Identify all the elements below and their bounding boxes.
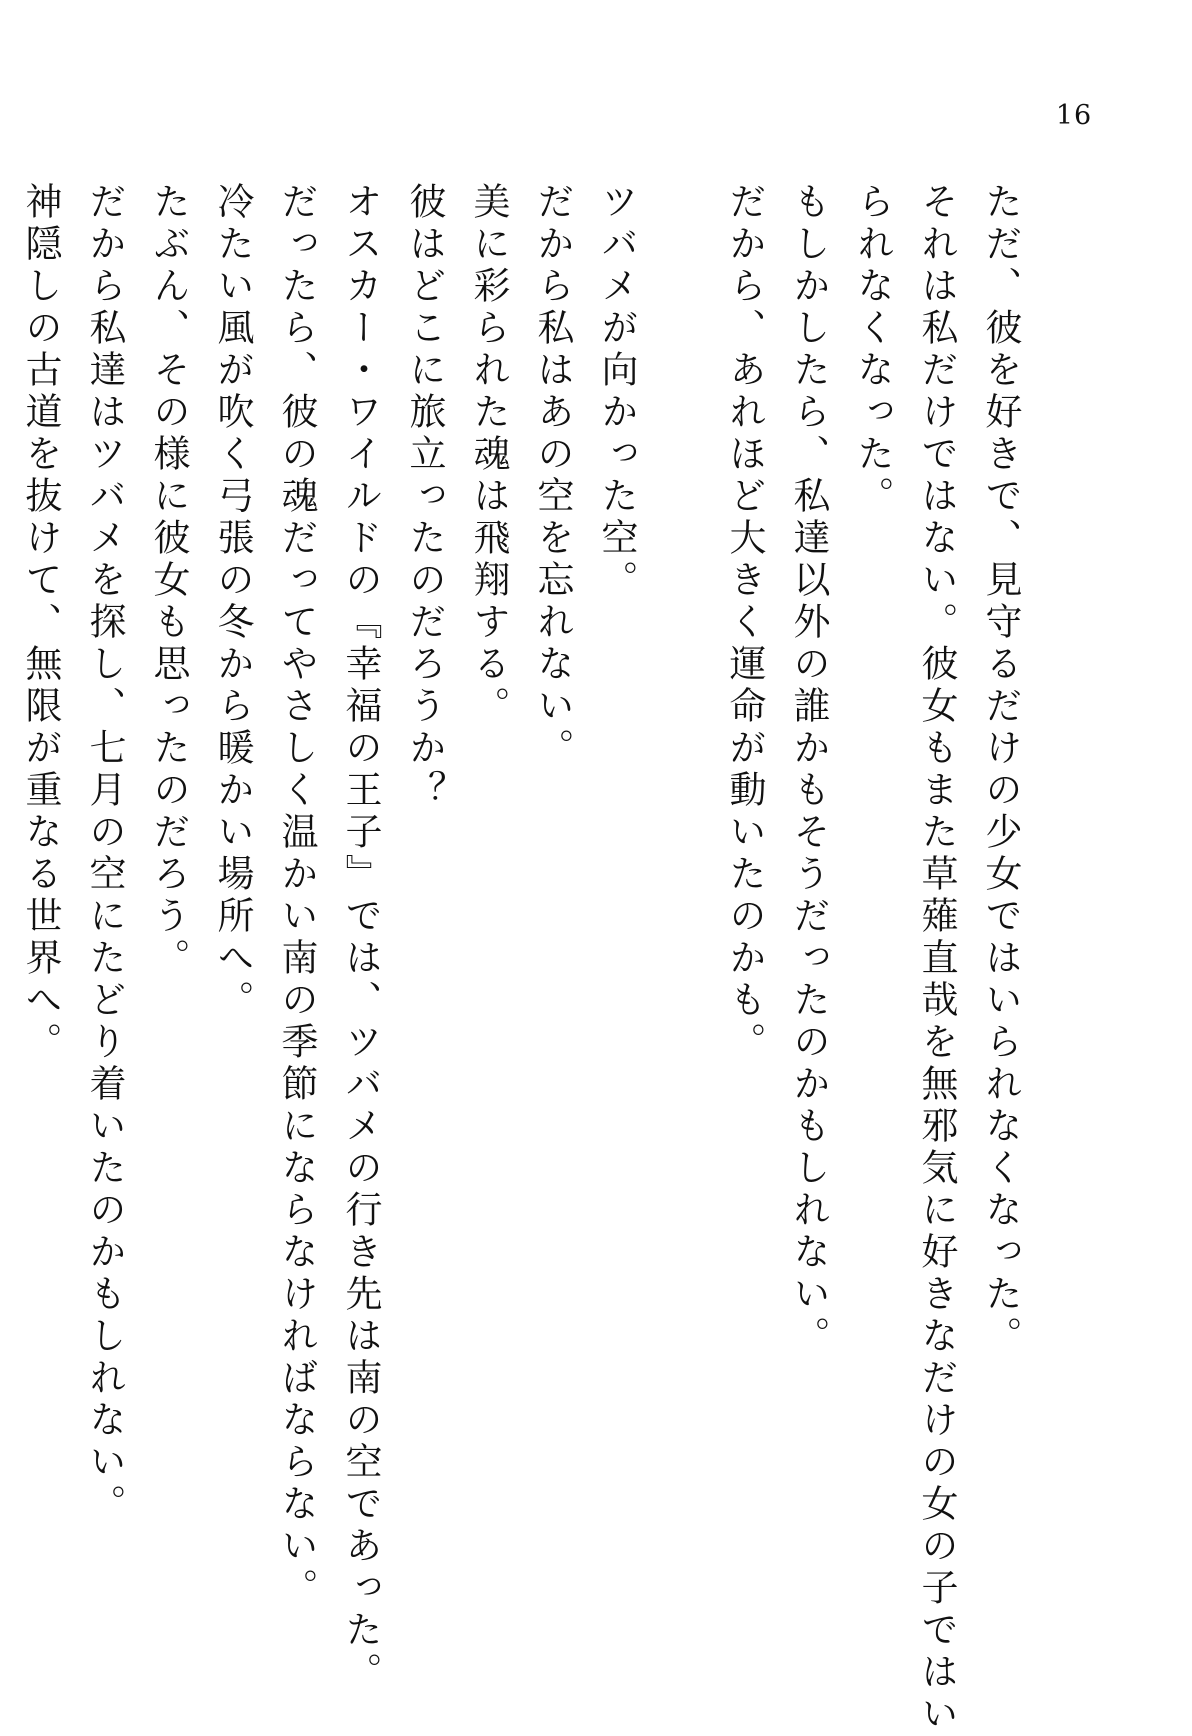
text-line: もしかしたら、私達以外の誰かもそうだったのかもしれない。 (787, 182, 830, 1358)
text-line: だから、あれほど大きく運命が動いたのかも。 (723, 182, 766, 1064)
body-text (19, 182, 1032, 1736)
text-line: だから私はあの空を忘れない。 (531, 182, 574, 770)
text-line: 神隠しの古道を抜けて、無限が重なる世界へ。 (19, 182, 62, 1064)
paragraph-break (648, 182, 712, 1612)
text-line: 冷たい風が吹く弓張の冬から暖かい場所へ。 (211, 182, 254, 1022)
text-line: ただ、彼を好きで、見守るだけの少女ではいられなくなった。 (979, 182, 1022, 1358)
text-line: ツバメが向かった空。 (595, 182, 638, 602)
text-line: 彼はどこに旅立ったのだろうか？ (403, 182, 446, 812)
text-line: オスカー・ワイルドの『幸福の王子』では、ツバメの行き先は南の空であった。 (339, 182, 382, 1694)
text-line: それは私だけではない。彼女もまた草薙直哉を無邪気に好きなだけの女の子ではい (915, 182, 958, 1736)
text-line: だから私達はツバメを探し、七月の空にたどり着いたのかもしれない。 (83, 182, 126, 1526)
text-line: 美に彩られた魂は飛翔する。 (467, 182, 510, 728)
page-number: 16 (1055, 100, 1093, 131)
text-line: られなくなった。 (851, 182, 894, 518)
text-line: たぶん、その様に彼女も思ったのだろう。 (147, 182, 190, 980)
text-line: だったら、彼の魂だってやさしく温かい南の季節にならなければならない。 (275, 182, 318, 1610)
